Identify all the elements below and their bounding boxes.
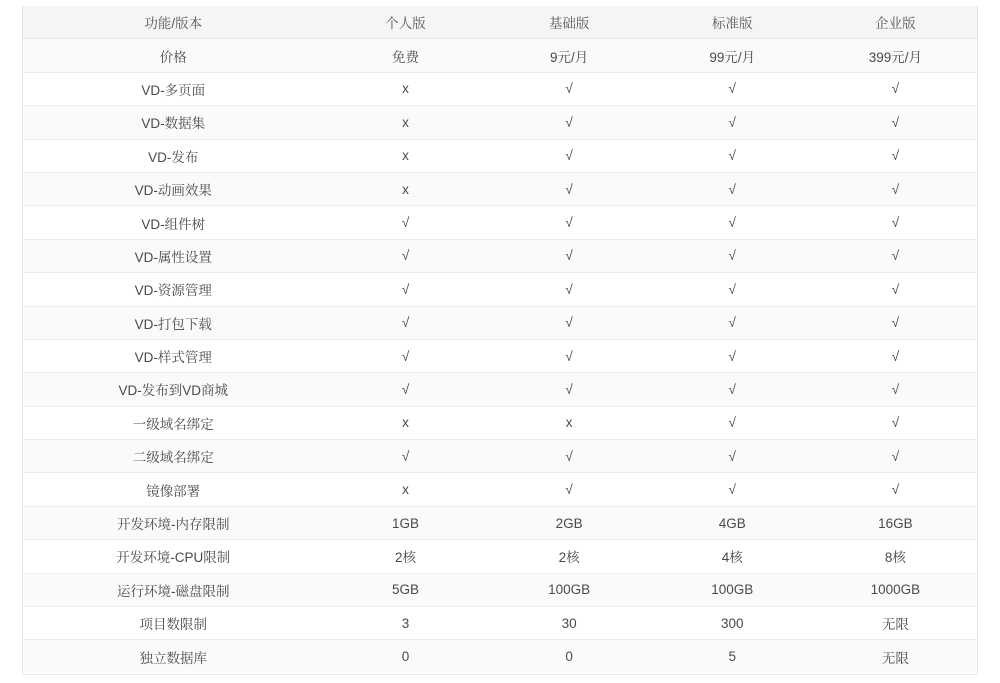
row-feature-label: 一级域名绑定 xyxy=(23,406,324,439)
row-value-enterprise: 1000GB xyxy=(814,573,977,606)
row-feature-label: 运行环境-磁盘限制 xyxy=(23,573,324,606)
row-value-standard: 100GB xyxy=(651,573,814,606)
row-value-personal: 1GB xyxy=(324,506,488,539)
row-value-basic: √ xyxy=(488,172,651,205)
table-row xyxy=(23,273,977,306)
row-value-basic: √ xyxy=(488,306,651,339)
row-value-standard: √ xyxy=(651,239,814,272)
row-value-basic: x xyxy=(488,406,651,439)
row-feature-label: 独立数据库 xyxy=(23,640,324,673)
row-value-personal: √ xyxy=(324,373,488,406)
column-header-personal: 个人版 xyxy=(324,6,488,39)
row-value-standard: √ xyxy=(651,373,814,406)
row-value-enterprise: √ xyxy=(814,273,977,306)
row-value-standard: √ xyxy=(651,306,814,339)
row-value-personal: 2核 xyxy=(324,540,488,573)
row-value-basic: 2GB xyxy=(488,506,651,539)
row-feature-label: VD-发布到VD商城 xyxy=(23,373,324,406)
row-value-personal: √ xyxy=(324,273,488,306)
table-row xyxy=(23,406,977,439)
row-feature-label: VD-属性设置 xyxy=(23,239,324,272)
row-feature-label: VD-发布 xyxy=(23,139,324,172)
row-value-standard: √ xyxy=(651,72,814,105)
row-value-basic: √ xyxy=(488,106,651,139)
row-value-standard: √ xyxy=(651,139,814,172)
row-value-personal: √ xyxy=(324,306,488,339)
row-value-personal: x xyxy=(324,72,488,105)
row-value-standard: 4核 xyxy=(651,540,814,573)
row-value-personal: x xyxy=(324,106,488,139)
row-value-personal: 免费 xyxy=(324,39,488,72)
row-value-basic: √ xyxy=(488,440,651,473)
table-row xyxy=(23,640,977,673)
row-feature-label: VD-组件树 xyxy=(23,206,324,239)
row-feature-label: 开发环境-内存限制 xyxy=(23,506,324,539)
row-value-basic: √ xyxy=(488,339,651,372)
row-value-enterprise: √ xyxy=(814,373,977,406)
row-value-standard: √ xyxy=(651,473,814,506)
row-value-personal: 3 xyxy=(324,607,488,640)
row-feature-label: VD-样式管理 xyxy=(23,339,324,372)
table-body xyxy=(23,39,977,673)
table-row xyxy=(23,239,977,272)
row-value-basic: 100GB xyxy=(488,573,651,606)
row-value-basic: √ xyxy=(488,239,651,272)
row-value-enterprise: √ xyxy=(814,139,977,172)
row-value-enterprise: √ xyxy=(814,306,977,339)
row-value-basic: 9元/月 xyxy=(488,39,651,72)
row-value-basic: √ xyxy=(488,473,651,506)
row-value-personal: √ xyxy=(324,440,488,473)
table-row xyxy=(23,573,977,606)
column-header-basic: 基础版 xyxy=(488,6,651,39)
row-feature-label: VD-数据集 xyxy=(23,106,324,139)
table-row xyxy=(23,72,977,105)
table-row xyxy=(23,540,977,573)
row-value-personal: x xyxy=(324,172,488,205)
row-feature-label: 开发环境-CPU限制 xyxy=(23,540,324,573)
table-row xyxy=(23,306,977,339)
row-value-basic: 2核 xyxy=(488,540,651,573)
row-value-enterprise: √ xyxy=(814,72,977,105)
row-value-standard: √ xyxy=(651,273,814,306)
row-value-standard: 5 xyxy=(651,640,814,673)
table-row xyxy=(23,373,977,406)
row-value-basic: √ xyxy=(488,206,651,239)
row-value-standard: 300 xyxy=(651,607,814,640)
table-header-row xyxy=(23,6,977,39)
row-value-personal: √ xyxy=(324,239,488,272)
row-value-enterprise: 399元/月 xyxy=(814,39,977,72)
column-header-standard: 标准版 xyxy=(651,6,814,39)
row-value-personal: x xyxy=(324,473,488,506)
row-value-enterprise: 无限 xyxy=(814,607,977,640)
row-value-enterprise: √ xyxy=(814,473,977,506)
row-feature-label: 二级域名绑定 xyxy=(23,440,324,473)
row-value-personal: 0 xyxy=(324,640,488,673)
row-feature-label: VD-资源管理 xyxy=(23,273,324,306)
table-row xyxy=(23,39,977,72)
row-value-standard: √ xyxy=(651,406,814,439)
row-value-standard: 4GB xyxy=(651,506,814,539)
row-value-basic: √ xyxy=(488,139,651,172)
row-value-enterprise: √ xyxy=(814,106,977,139)
row-value-basic: √ xyxy=(488,273,651,306)
row-value-basic: 0 xyxy=(488,640,651,673)
row-value-enterprise: √ xyxy=(814,206,977,239)
row-value-personal: 5GB xyxy=(324,573,488,606)
row-value-personal: x xyxy=(324,406,488,439)
table-row xyxy=(23,172,977,205)
row-value-enterprise: √ xyxy=(814,339,977,372)
row-value-enterprise: √ xyxy=(814,172,977,205)
row-value-personal: √ xyxy=(324,339,488,372)
row-value-enterprise: 8核 xyxy=(814,540,977,573)
pricing-table-container xyxy=(22,6,978,675)
row-feature-label: 价格 xyxy=(23,39,324,72)
row-value-basic: √ xyxy=(488,72,651,105)
row-value-basic: √ xyxy=(488,373,651,406)
table-row xyxy=(23,339,977,372)
table-row xyxy=(23,206,977,239)
row-value-enterprise: 无限 xyxy=(814,640,977,673)
row-value-enterprise: √ xyxy=(814,440,977,473)
table-header xyxy=(23,6,977,39)
row-feature-label: VD-动画效果 xyxy=(23,172,324,205)
row-value-standard: √ xyxy=(651,172,814,205)
row-feature-label: VD-多页面 xyxy=(23,72,324,105)
column-header-feature: 功能/版本 xyxy=(23,6,324,39)
column-header-enterprise: 企业版 xyxy=(814,6,977,39)
row-value-enterprise: √ xyxy=(814,406,977,439)
row-feature-label: 镜像部署 xyxy=(23,473,324,506)
row-value-standard: √ xyxy=(651,206,814,239)
row-value-enterprise: 16GB xyxy=(814,506,977,539)
table-row xyxy=(23,473,977,506)
row-value-basic: 30 xyxy=(488,607,651,640)
table-row xyxy=(23,139,977,172)
table-row xyxy=(23,106,977,139)
row-value-standard: √ xyxy=(651,106,814,139)
row-value-standard: √ xyxy=(651,440,814,473)
row-value-enterprise: √ xyxy=(814,239,977,272)
row-value-standard: 99元/月 xyxy=(651,39,814,72)
table-row xyxy=(23,506,977,539)
row-value-standard: √ xyxy=(651,339,814,372)
row-feature-label: VD-打包下载 xyxy=(23,306,324,339)
table-row xyxy=(23,607,977,640)
row-feature-label: 项目数限制 xyxy=(23,607,324,640)
row-value-personal: √ xyxy=(324,206,488,239)
pricing-table xyxy=(23,6,977,673)
table-row xyxy=(23,440,977,473)
row-value-personal: x xyxy=(324,139,488,172)
